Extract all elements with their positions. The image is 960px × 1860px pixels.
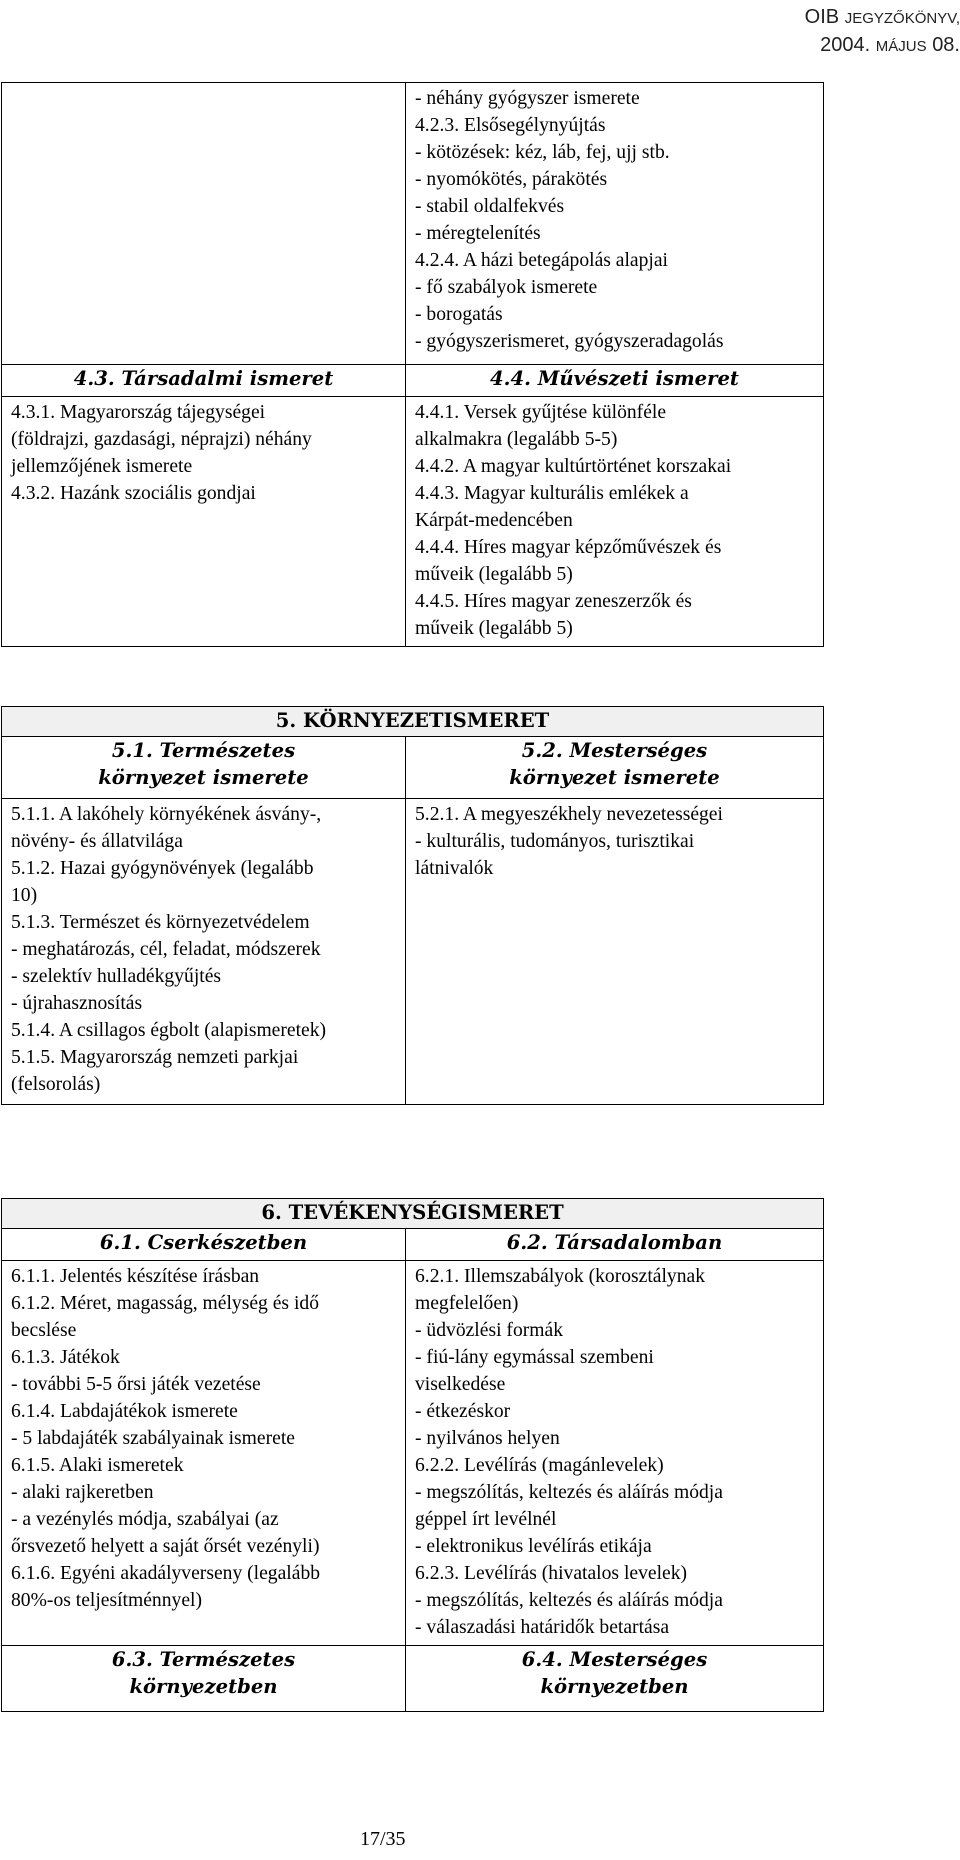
natural-environment-bottom-heading xyxy=(2,1646,406,1712)
text-line: - válaszadási határidők betartása xyxy=(415,1617,670,1638)
text-line: - gyógyszerismeret, gyógyszeradagolás xyxy=(415,331,724,352)
natural-environment-cell xyxy=(2,799,406,1105)
text-line: - stabil oldalfekvés xyxy=(415,196,565,217)
text-line: 5.1.5. Magyarország nemzeti parkjai xyxy=(11,1047,299,1068)
artificial-environment-cell xyxy=(406,799,824,1105)
text-line: - elektronikus levélírás etikája xyxy=(415,1536,652,1557)
social-knowledge-heading: 4.3. Társadalmi ismeret xyxy=(2,365,406,397)
text-line: 4.4.4. Híres magyar képzőművészek és xyxy=(415,537,722,558)
text-line: - fő szabályok ismerete xyxy=(415,277,598,298)
section-6-content-row xyxy=(2,1261,824,1646)
text-line: - üdvözlési formák xyxy=(415,1320,563,1341)
text-line: 4.4.3. Magyar kulturális emlékek a xyxy=(415,483,689,504)
text-line: 4.3.2. Hazánk szociális gondjai xyxy=(11,483,256,504)
text-line: - a vezénylés módja, szabályai (az xyxy=(11,1509,279,1530)
artificial-environment-bottom-heading xyxy=(406,1646,824,1712)
text-line: 4.3.1. Magyarország tájegységei xyxy=(11,402,266,423)
text-line: - meghatározás, cél, feladat, módszerek xyxy=(11,939,321,960)
arts-knowledge-heading: 4.4. Művészeti ismeret xyxy=(406,365,824,397)
heading-line: 5.1. Természetes xyxy=(111,739,296,762)
text-line: - néhány gyógyszer ismerete xyxy=(415,88,640,109)
text-line: 4.4.1. Versek gyűjtése különféle xyxy=(415,402,667,423)
heading-line: környezetben xyxy=(129,1675,278,1698)
text-line: Kárpát-medencében xyxy=(415,510,573,531)
empty-cell xyxy=(2,83,406,365)
natural-environment-heading xyxy=(2,737,406,799)
text-line: 6.1.1. Jelentés készítése írásban xyxy=(11,1266,260,1287)
header-month: MÁJUS xyxy=(875,38,927,55)
artificial-environment-heading xyxy=(406,737,824,799)
heading-line: 6.4. Mesterséges xyxy=(521,1648,708,1671)
header-line-2 xyxy=(805,32,960,60)
text-line: - méregtelenítés xyxy=(415,223,541,244)
section-6-heading-row xyxy=(2,1229,824,1261)
text-line: 5.2.1. A megyeszékhely nevezetességei xyxy=(415,804,723,825)
text-line: őrsvezető helyett a saját őrsét vezényli) xyxy=(11,1536,320,1557)
text-line: - étkezéskor xyxy=(415,1401,511,1422)
text-line: 6.2.2. Levélírás (magánlevelek) xyxy=(415,1455,664,1476)
text-line: 4.4.2. A magyar kultúrtörténet korszakai xyxy=(415,456,732,477)
text-line: - további 5-5 őrsi játék vezetése xyxy=(11,1374,261,1395)
text-line: (földrajzi, gazdasági, néprajzi) néhány xyxy=(11,429,312,450)
header-day: 08. xyxy=(932,34,960,56)
text-line: (felsorolás) xyxy=(11,1074,101,1095)
text-line: 6.1.3. Játékok xyxy=(11,1347,120,1368)
text-line: - kulturális, tudományos, turisztikai xyxy=(415,831,695,852)
text-line: 6.2.3. Levélírás (hivatalos levelek) xyxy=(415,1563,688,1584)
text-line: műveik (legalább 5) xyxy=(415,618,573,639)
text-line: 5.1.1. A lakóhely környékének ásvány-, xyxy=(11,804,322,825)
scouting-cell xyxy=(2,1261,406,1646)
text-line: - nyilvános helyen xyxy=(415,1428,560,1449)
section-6-bottom-heading-row xyxy=(2,1646,824,1712)
text-line: 6.2.1. Illemszabályok (korosztálynak xyxy=(415,1266,706,1287)
heading-line: 6.3. Természetes xyxy=(111,1648,296,1671)
heading-line: környezet ismerete xyxy=(509,766,720,789)
section-5-content-row xyxy=(2,799,824,1105)
text-line: - megszólítás, keltezés és aláírás módja xyxy=(415,1590,723,1611)
header-year: 2004. xyxy=(820,34,871,56)
text-line: - megszólítás, keltezés és aláírás módja xyxy=(415,1482,723,1503)
text-line: látnivalók xyxy=(415,858,494,879)
section-5-title: 5. KÖRNYEZETISMERET xyxy=(2,707,824,737)
text-line: növény- és állatvilága xyxy=(11,831,183,852)
text-line: 6.1.2. Méret, magasság, mélység és idő xyxy=(11,1293,319,1314)
text-line: 4.2.3. Elsősegélynyújtás xyxy=(415,115,606,136)
text-line: - fiú-lány egymással szembeni xyxy=(415,1347,654,1368)
heading-line: 5.2. Mesterséges xyxy=(521,739,708,762)
text-line: becslése xyxy=(11,1320,77,1341)
section-4-heading-row xyxy=(2,365,824,397)
social-knowledge-cell xyxy=(2,397,406,647)
first-aid-cell xyxy=(406,83,824,365)
text-line: - borogatás xyxy=(415,304,503,325)
text-line: műveik (legalább 5) xyxy=(415,564,573,585)
section-4-content-row xyxy=(2,397,824,647)
text-line: 6.1.4. Labdajátékok ismerete xyxy=(11,1401,238,1422)
section-6-title: 6. TEVÉKENYSÉGISMERET xyxy=(2,1199,824,1229)
text-line: géppel írt levélnél xyxy=(415,1509,557,1530)
society-cell xyxy=(406,1261,824,1646)
section-5-title-row xyxy=(2,707,824,737)
text-line: 6.1.5. Alaki ismeretek xyxy=(11,1455,184,1476)
text-line: - kötözések: kéz, láb, fej, ujj stb. xyxy=(415,142,670,163)
scouting-heading: 6.1. Cserkészetben xyxy=(2,1229,406,1261)
section-6-table xyxy=(1,1198,824,1712)
text-line: 5.1.4. A csillagos égbolt (alapismeretek) xyxy=(11,1020,327,1041)
page-header xyxy=(805,4,960,60)
header-doc-type: JEGYZŐKÖNYV, xyxy=(844,10,960,27)
text-line: 4.4.5. Híres magyar zeneszerzők és xyxy=(415,591,692,612)
section-6-title-row xyxy=(2,1199,824,1229)
arts-knowledge-cell xyxy=(406,397,824,647)
text-line: 5.1.2. Hazai gyógynövények (legalább xyxy=(11,858,314,879)
section-4-top-row xyxy=(2,83,824,365)
text-line: - alaki rajkeretben xyxy=(11,1482,154,1503)
society-heading: 6.2. Társadalomban xyxy=(406,1229,824,1261)
header-line-1 xyxy=(805,4,960,32)
text-line: 4.2.4. A házi betegápolás alapjai xyxy=(415,250,669,271)
text-line: viselkedése xyxy=(415,1374,506,1395)
text-line: - nyomókötés, párakötés xyxy=(415,169,608,190)
text-line: alkalmakra (legalább 5-5) xyxy=(415,429,618,450)
section-4-table xyxy=(1,82,824,647)
header-org: OIB xyxy=(804,6,840,28)
text-line: 5.1.3. Természet és környezetvédelem xyxy=(11,912,310,933)
page-number: 17/35 xyxy=(360,1828,406,1850)
text-line: megfelelően) xyxy=(415,1293,519,1314)
section-5-table xyxy=(1,706,824,1105)
text-line: - szelektív hulladékgyűjtés xyxy=(11,966,222,987)
heading-line: környezet ismerete xyxy=(98,766,309,789)
text-line: 10) xyxy=(11,885,38,906)
heading-line: környezetben xyxy=(540,1675,689,1698)
section-5-heading-row xyxy=(2,737,824,799)
text-line: 6.1.6. Egyéni akadályverseny (legalább xyxy=(11,1563,321,1584)
text-line: jellemzőjének ismerete xyxy=(11,456,193,477)
text-line: - újrahasznosítás xyxy=(11,993,143,1014)
text-line: - 5 labdajáték szabályainak ismerete xyxy=(11,1428,295,1449)
text-line: 80%-os teljesítménnyel) xyxy=(11,1590,202,1611)
